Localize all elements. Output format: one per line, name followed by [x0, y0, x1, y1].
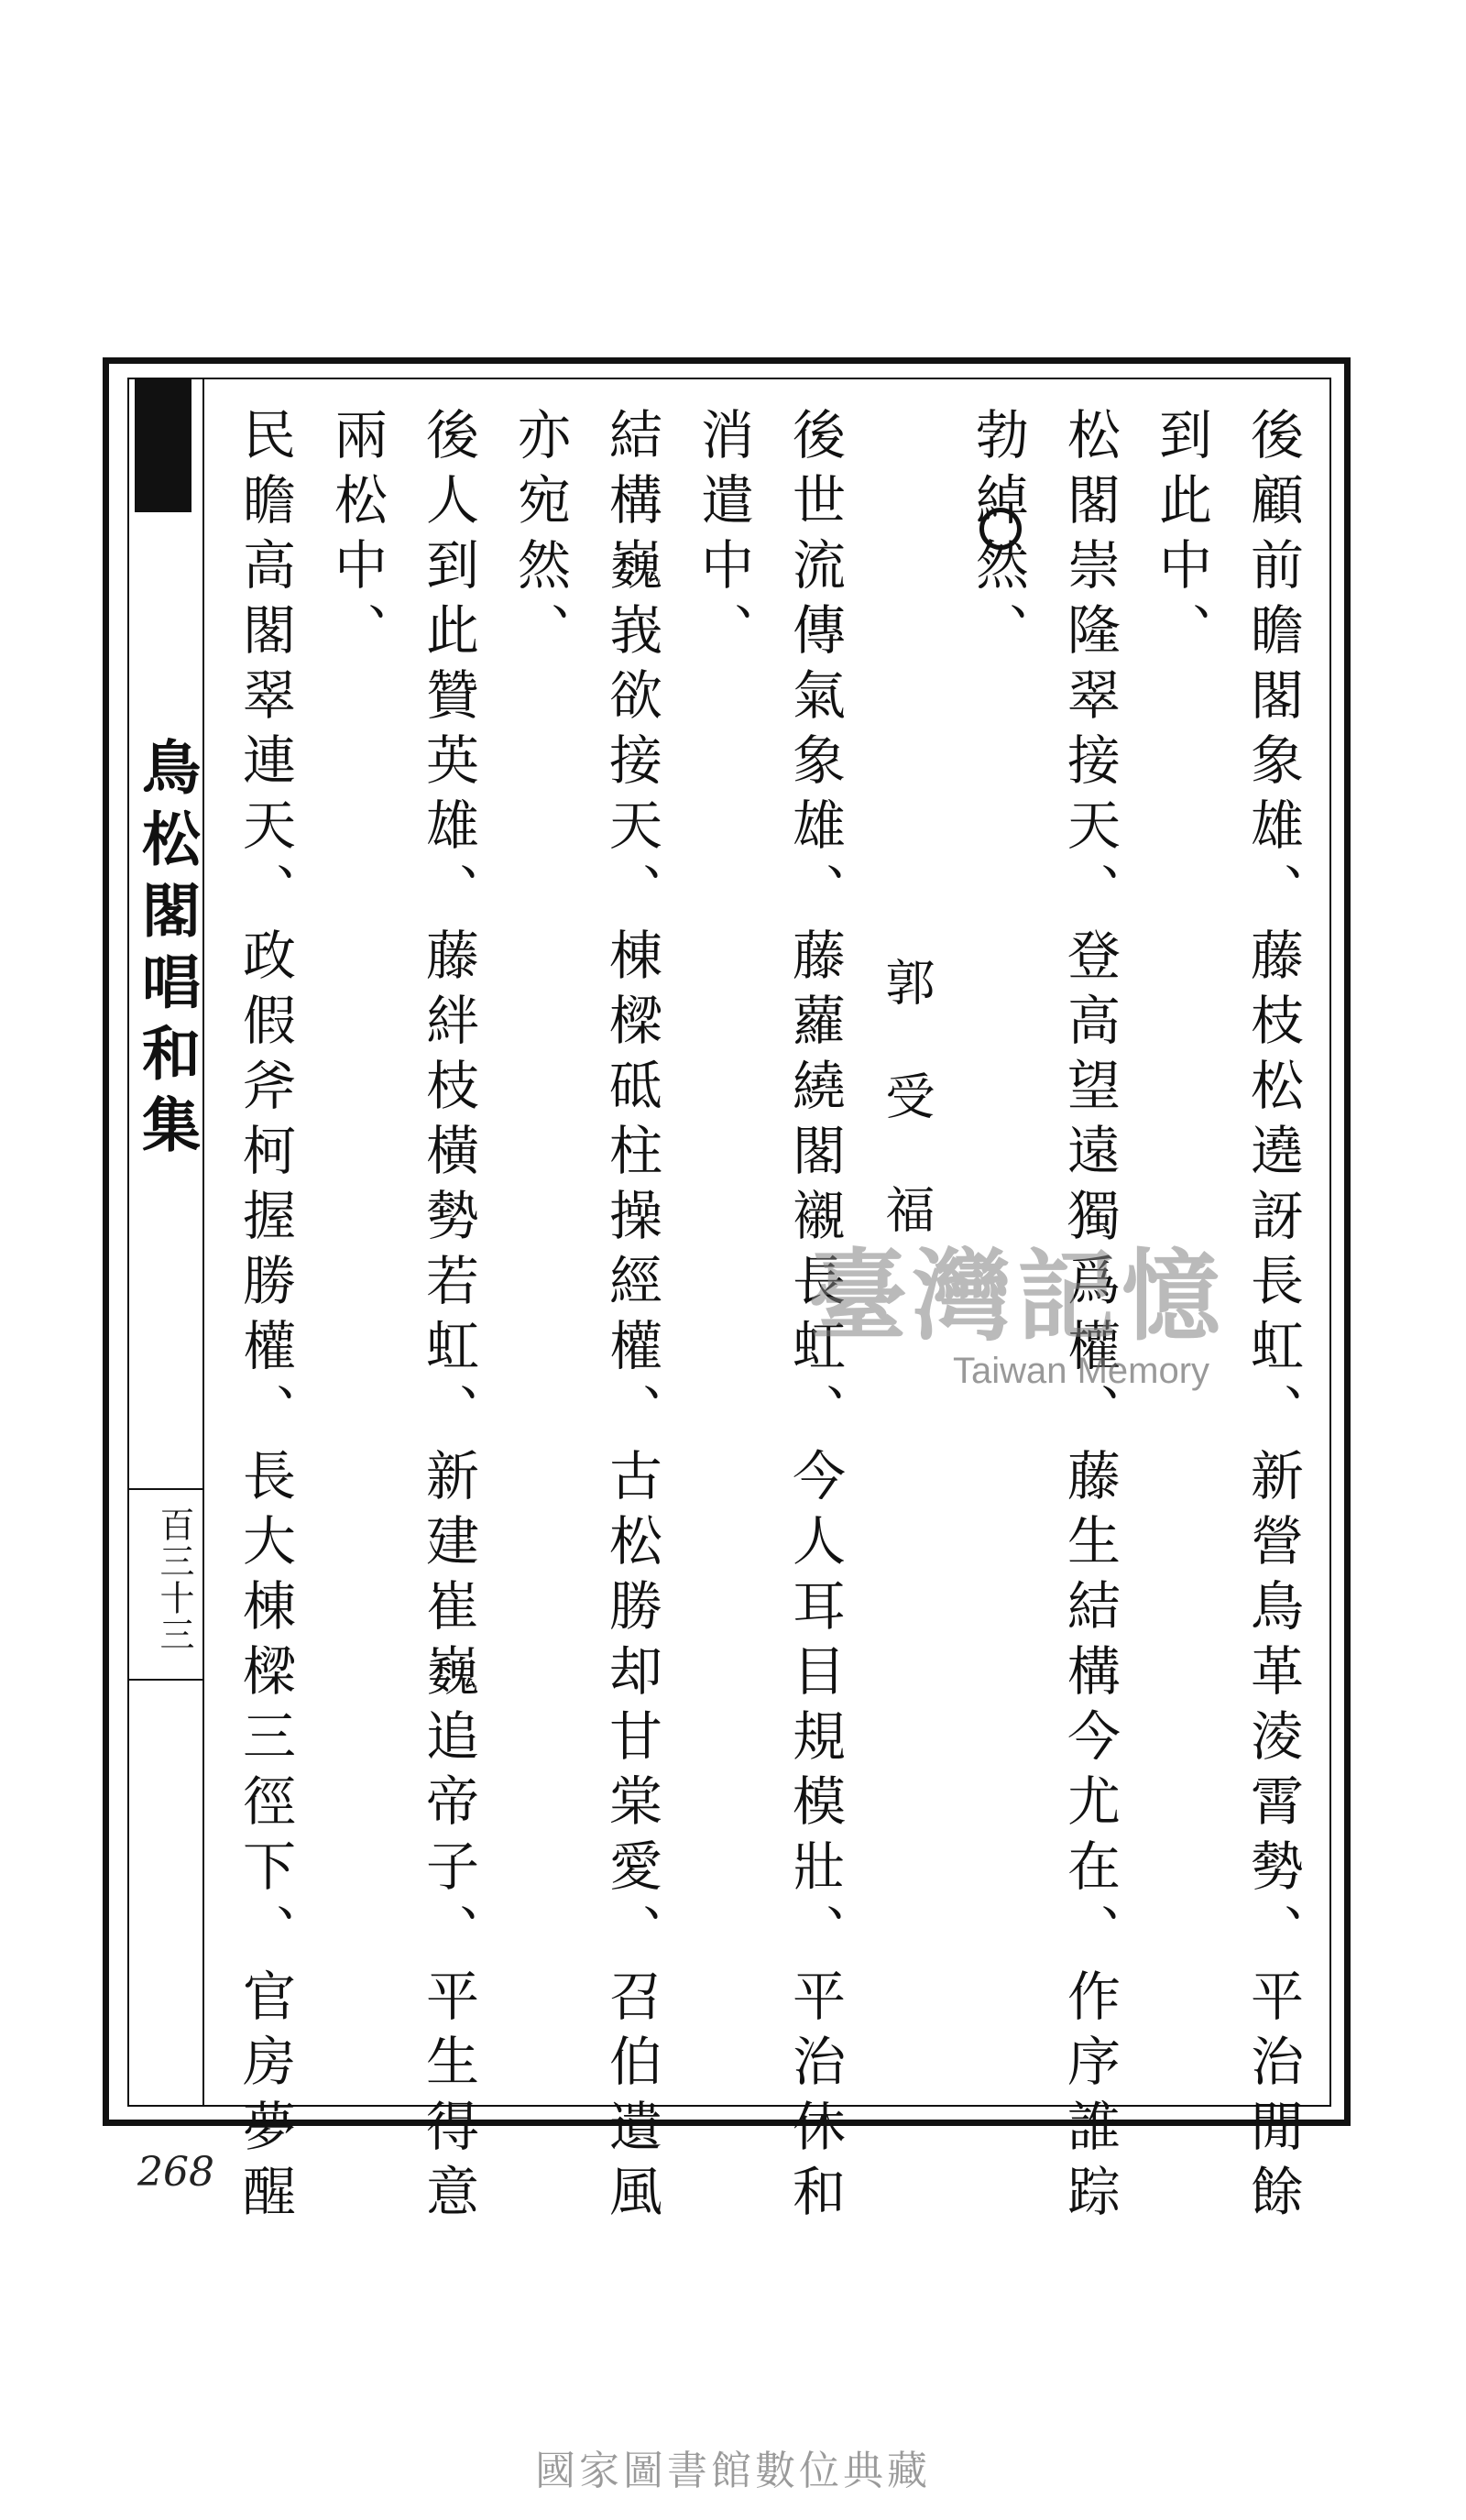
text-column: 民瞻高閣翠連天、政假斧柯握勝權、長大棟樑三徑下、官房夢醒: [234, 407, 296, 2229]
text-column: 兩松中、: [325, 407, 388, 667]
text-body: [212, 407, 1313, 2229]
book-spine: [129, 379, 204, 2105]
text-column: 亦宛然、: [509, 407, 571, 667]
spine-black-bar: [135, 379, 191, 512]
handwritten-page-note: 268: [137, 2149, 214, 2196]
text-column: 後人到此贊英雄、藤絆枝橫勢若虹、新建崔巍追帝子、平生得意: [417, 407, 479, 2229]
watermark-main-text: 臺灣記憶: [807, 1239, 1226, 1354]
author-name: 郭受福: [878, 957, 935, 1298]
page-number: 百三十三: [154, 1507, 194, 1653]
text-column: 勃綽然、: [967, 407, 1029, 667]
text-column: 後顧前瞻閣象雄、藤枝松遶訝長虹、新營鳥革淩霄勢、平治閒餘: [1242, 407, 1304, 2229]
library-footer: 國家圖書館數位典藏: [535, 2448, 931, 2494]
text-column: 松閣崇隆翠接天、登高望遠獨爲權、藤生結構今尤在、作序誰踪: [1058, 407, 1121, 2229]
spine-divider: [129, 1488, 202, 1490]
watermark-sub-text: Taiwan Memory: [952, 1351, 1210, 1391]
section-circle-mark: [979, 508, 1022, 550]
text-column: 結構巍峩欲接天、棟樑砥柱操經權、古松勝却甘棠愛、召伯遺風: [600, 407, 662, 2229]
spine-title: 鳥松閣唱和集: [132, 737, 200, 1166]
text-column: 後世流傳氣象雄、藤蘿繞閣襯長虹、今人耳目規模壯、平治休和: [783, 407, 846, 2229]
text-column: 消遣中、: [692, 407, 754, 667]
spine-divider: [129, 1679, 202, 1681]
text-column: 到此中、: [1150, 407, 1212, 667]
